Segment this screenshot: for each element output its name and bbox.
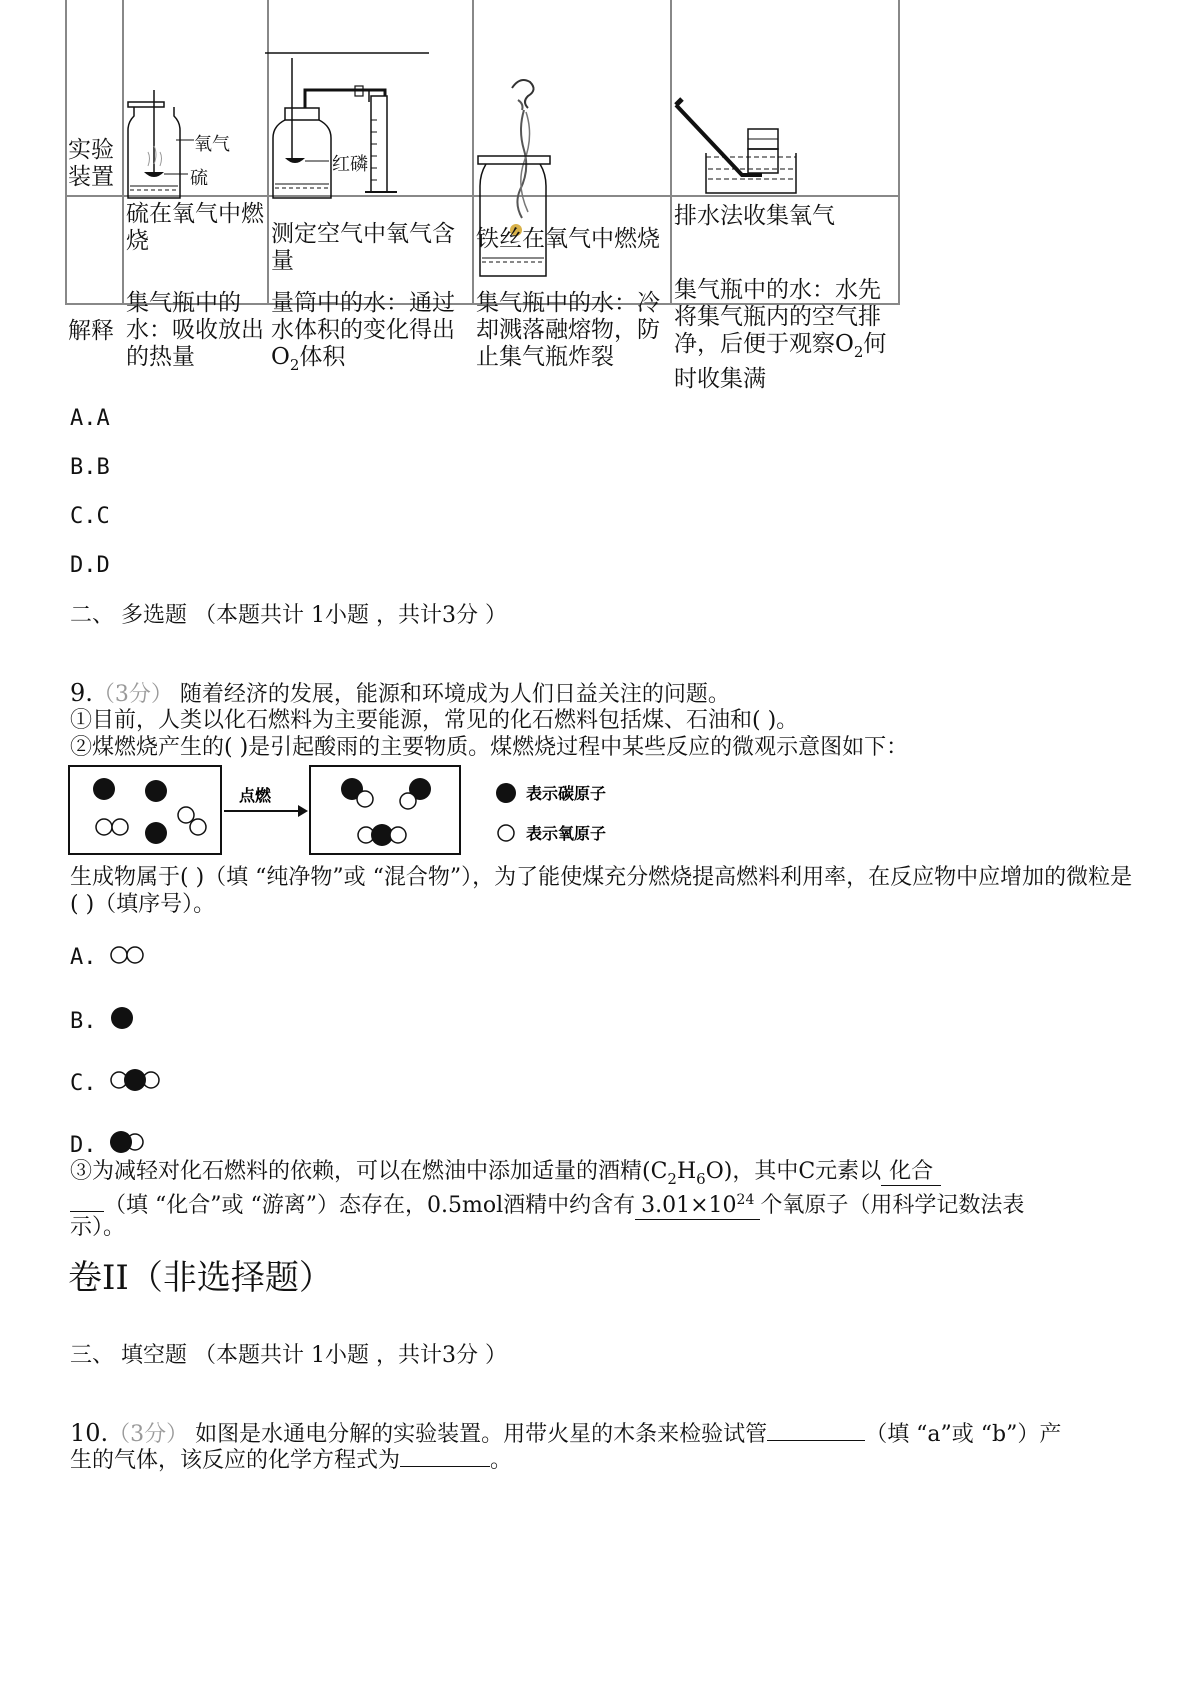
water-collection-apparatus <box>672 95 802 195</box>
table-border <box>472 0 474 305</box>
col-name-water-collection: 排水法收集氧气 <box>674 203 835 229</box>
section-multiple-choice-header: 二、 多选题 （本题共计 1小题 ，共计3分 ） <box>70 603 507 628</box>
answer-blank-1-tail <box>70 1211 104 1212</box>
q8-option-d[interactable]: D.D <box>70 553 110 578</box>
q9-line5: （填 “化合”或 “游离”）态存在，0.5mol酒精中约含有 $3.01\times 10^{24}$ 个氧原子（用科学记数法表 <box>70 1187 1150 1220</box>
q9-line2: ②煤燃烧产生的( )是引起酸雨的主要物质。煤燃烧过程中某些反应的微观示意图如下： <box>70 735 909 760</box>
q8-option-c[interactable]: C.C <box>70 504 110 529</box>
col-name-oxygen-content: 测定空气中氧气含量 <box>271 221 455 274</box>
legend-oxygen: 表示氧原子 <box>526 824 607 843</box>
label-red-phosphorus: 红磷 <box>332 154 368 175</box>
label-oxygen: 氧气 <box>194 134 230 155</box>
q9-line4: ③为减轻对化石燃料的依赖，可以在燃油中添加适量的酒精$(C_2H_6O)$，其中C元素以 化合 <box>70 1158 1150 1193</box>
q8-option-b[interactable]: B.B <box>70 455 110 480</box>
carbon-atom <box>145 822 167 844</box>
arrow-label: 点燃 <box>239 786 272 805</box>
q9-line1: ①目前，人类以化石燃料为主要能源，常见的化石燃料包括煤、石油和( )。 <box>70 708 799 733</box>
row-header-explain: 解释 <box>68 318 114 344</box>
answer-blank-2[interactable]: $3.01\times 10^{24}$ <box>635 1187 760 1220</box>
carbon-atom <box>145 780 167 802</box>
q9-line3: 生成物属于( )（填 “纯净物”或 “混合物”），为了能使煤充分燃烧提高燃料利用率，在反应物中应增加的微粒是( )（填序号）。 <box>70 865 1133 917</box>
oxygen-molecule-icon <box>110 944 150 966</box>
section-fill-blank-header: 三、 填空题 （本题共计 1小题 ，共计3分 ） <box>70 1343 507 1368</box>
q10-blank-equation[interactable] <box>400 1466 490 1467</box>
q10-line1: 10.（3分） 如图是水通电分解的实验装置。用带火星的木条来检验试管 （填 “a”或 “b”）产 <box>70 1419 1062 1447</box>
carbon-atom-icon <box>110 1006 138 1030</box>
q9-stem: 9.（3分） 随着经济的发展，能源和环境成为人们日益关注的问题。 <box>70 679 730 707</box>
q9-option-d[interactable]: D. <box>70 1130 150 1158</box>
legend-carbon: 表示碳原子 <box>526 784 607 803</box>
paper2-title: 卷II（非选择题） <box>68 1258 333 1298</box>
oxygen-content-apparatus <box>265 50 435 200</box>
q9-line6: 示）。 <box>70 1215 126 1240</box>
carbon-monoxide-molecule-icon <box>110 1130 150 1154</box>
q9-option-a[interactable]: A. <box>70 944 150 970</box>
explain-sulfur: 集气瓶中的水：吸收放出的热量 <box>126 290 264 370</box>
reaction-microscopic-diagram <box>68 765 628 857</box>
q8-option-a[interactable]: A.A <box>70 406 110 431</box>
explain-iron-wire: 集气瓶中的水：冷却溅落融熔物，防止集气瓶炸裂 <box>476 290 660 370</box>
carbon-atom <box>93 778 115 800</box>
row-header-setup: 实验装置 <box>68 137 114 190</box>
col-name-sulfur: 硫在氧气中燃烧 <box>126 201 264 254</box>
explain-water-collection: 集气瓶中的水：水先将集气瓶内的空气排净，后便于观察$O_2$何时收集满 <box>674 277 887 392</box>
q9-option-b[interactable]: B. <box>70 1006 138 1034</box>
col-name-iron-wire: 铁丝在氧气中燃烧 <box>476 226 660 252</box>
answer-blank-1[interactable]: 化合 <box>881 1158 941 1186</box>
table-border <box>898 0 900 305</box>
q10-blank-tube[interactable] <box>767 1440 865 1441</box>
explain-oxygen-content: 量筒中的水：通过水体积的变化得出$O_2$体积 <box>271 290 455 374</box>
table-border <box>65 0 67 305</box>
label-sulfur: 硫 <box>190 168 208 189</box>
carbon-dioxide-molecule-icon <box>110 1068 166 1092</box>
q9-option-c[interactable]: C. <box>70 1068 166 1096</box>
q10-line2: 生的气体，该反应的化学方程式为 。 <box>70 1448 513 1473</box>
